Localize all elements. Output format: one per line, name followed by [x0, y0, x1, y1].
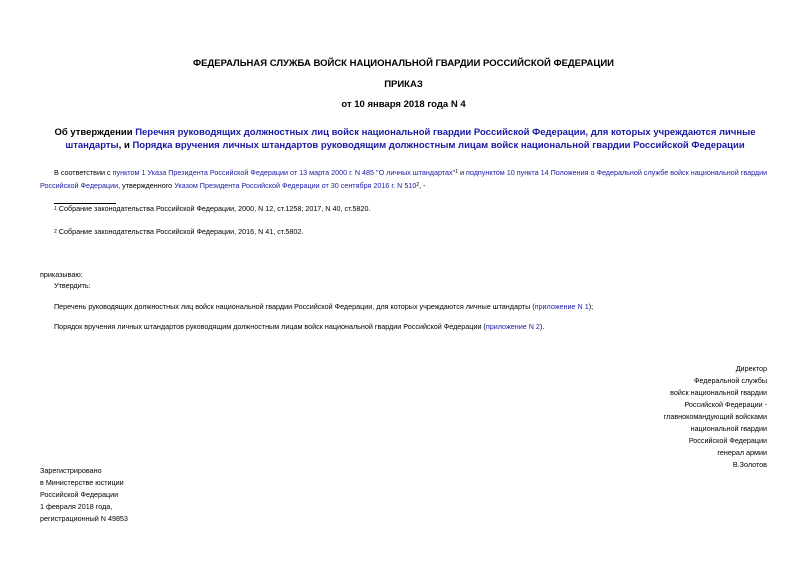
registration-line: Зарегистрировано — [40, 466, 102, 475]
signature-line: главнокомандующий войсками — [663, 412, 767, 421]
preamble-link-ukaz-510[interactable]: Указом Президента Российской Федерации от 30 сентября 2016 г. N 510 — [174, 181, 417, 190]
doc-type-heading: ПРИКАЗ — [384, 79, 423, 90]
signature-line: Российской Федерации - — [684, 400, 767, 409]
preamble-paragraph — [40, 166, 770, 192]
footnote-number: 1 — [54, 206, 57, 212]
order-item-end: ); — [588, 302, 594, 311]
preamble-text: В соответствии с — [54, 168, 113, 177]
approve-word: Утвердить: — [54, 281, 91, 290]
preamble-link-ukaz-485[interactable]: пунктом 1 Указа Президента Российской Федерации от 13 марта 2000 г. N 485 "О личных штандартах" — [112, 168, 456, 177]
signature-line: Директор — [735, 364, 767, 373]
order-word: приказываю: — [40, 270, 83, 279]
footnote-marker: 1 — [455, 169, 458, 175]
signature-block — [664, 363, 767, 471]
appendix-1-link[interactable]: приложение N 1 — [534, 302, 589, 311]
document-title — [40, 126, 770, 152]
agency-heading: ФЕДЕРАЛЬНАЯ СЛУЖБА ВОЙСК НАЦИОНАЛЬНОЙ ГВАРДИИ РОССИЙСКОЙ ФЕДЕРАЦИИ — [193, 58, 614, 69]
preamble-text: , - — [419, 181, 426, 190]
order-item-end: ). — [539, 322, 545, 331]
preamble-link-polozhenie[interactable]: подпунктом 10 пункта 14 Положения о Федеральной службе войск национальной гвардии Российской Федерации — [40, 168, 768, 190]
order-item-text: Порядок вручения личных штандартов руководящим должностным лицам войск национальной гвардии Российской Федерации ( — [54, 322, 486, 331]
preamble-text: и — [457, 168, 466, 177]
title-link-list[interactable]: Перечня руководящих должностных лиц войск национальной гвардии Российской Федерации, для которых учреждаются личные штандарты — [65, 127, 756, 151]
footnote-1 — [54, 203, 371, 215]
footnote-text: Собрание законодательства Российской Федерации, 2000, N 12, ст.1258; 2017, N 40, ст.5820. — [58, 204, 371, 213]
registration-line: в Министерстве юстиции — [40, 478, 124, 487]
title-link-procedure[interactable]: Порядка вручения личных штандартов руководящим должностным лицам войск национальной гвардии Российской Федерации — [132, 140, 745, 151]
order-item-2 — [54, 321, 544, 333]
title-middle: , и — [118, 140, 133, 151]
registration-line: регистрационный N 49853 — [40, 514, 128, 523]
date-number-heading: от 10 января 2018 года N 4 — [341, 99, 466, 110]
registration-line: Российской Федерации — [40, 490, 119, 499]
footnote-text: Собрание законодательства Российской Федерации, 2016, N 41, ст.5802. — [58, 227, 304, 236]
signature-line: войск национальной гвардии — [670, 388, 767, 397]
registration-block — [40, 465, 128, 525]
footnote-marker: 2 — [416, 182, 420, 188]
signature-name: В.Золотов — [732, 460, 767, 469]
registration-line: 1 февраля 2018 года, — [40, 502, 113, 511]
footnote-number: 2 — [54, 229, 57, 235]
order-item-text: Перечень руководящих должностных лиц войск национальной гвардии Российской Федерации, для которых учреждаются личные штандарты ( — [54, 302, 535, 311]
footnote-2 — [54, 226, 303, 238]
signature-line: генерал армии — [717, 448, 767, 457]
signature-line: национальной гвардии — [690, 424, 767, 433]
signature-line: Российской Федерации — [688, 436, 767, 445]
title-prefix: Об утверждении — [54, 127, 136, 138]
order-item-1 — [54, 301, 593, 313]
appendix-2-link[interactable]: приложение N 2 — [485, 322, 540, 331]
signature-line: Федеральной службы — [693, 376, 767, 385]
preamble-text: , утвержденного — [118, 181, 175, 190]
